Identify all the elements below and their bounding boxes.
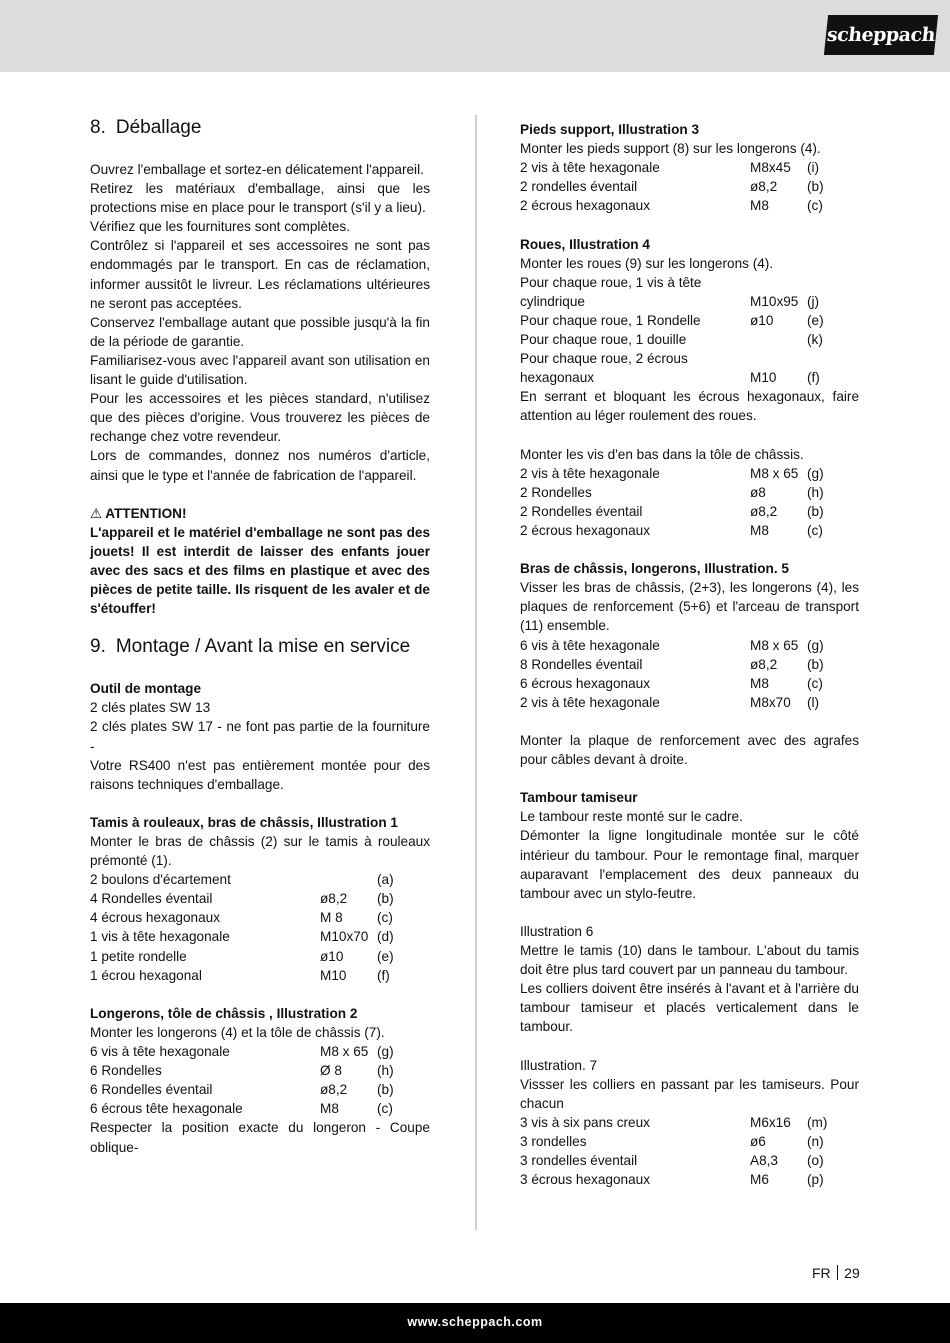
paragraph: Visser les bras de châssis, (2+3), les longerons (4), les plaques de renforcement (5+6) et l'arceau de transport (11) ensemble. bbox=[520, 580, 859, 634]
paragraph: Ouvrez l'emballage et sortez-en délicatement l'appareil. bbox=[90, 162, 424, 177]
paragraph: Monter le bras de châssis (2) sur le tamis à rouleaux prémonté (1). bbox=[90, 834, 430, 869]
part-size: M6x16 bbox=[750, 1114, 791, 1130]
part-size: ø8,2 bbox=[320, 891, 348, 907]
attention-title: ATTENTION! bbox=[105, 505, 187, 521]
part-size: M6 bbox=[750, 1172, 769, 1188]
list-item bbox=[90, 947, 430, 966]
part-description: 6 écrous tête hexagonale bbox=[90, 1101, 243, 1117]
part-ref: (b) bbox=[807, 179, 824, 195]
part-description: 2 Rondelles bbox=[520, 484, 592, 500]
paragraph: Mettre le tamis (10) dans le tambour. L'about du tamis doit être plus tard couvert par un panneau du tambour. bbox=[520, 943, 859, 978]
paragraph: Monter la plaque de renforcement avec des agrafes pour câbles devant à droite. bbox=[520, 733, 859, 768]
header-bar bbox=[0, 0, 950, 72]
list-item bbox=[520, 1113, 859, 1132]
illustration-label: Illustration. 7 bbox=[520, 1057, 598, 1073]
part-size: ø8,2 bbox=[750, 179, 778, 195]
part-ref: (g) bbox=[807, 637, 824, 653]
part-ref: (b) bbox=[807, 656, 824, 672]
part-description: Pour chaque roue, 2 écrous bbox=[520, 351, 688, 367]
part-size: ø10 bbox=[320, 948, 344, 964]
list-item bbox=[520, 311, 859, 330]
part-description: 2 Rondelles éventail bbox=[520, 503, 643, 519]
part-ref: (o) bbox=[807, 1153, 824, 1169]
paragraph: Vissser les colliers en passant par les tamiseurs. Pour chacun bbox=[520, 1076, 859, 1111]
part-size: M8 x 65 bbox=[750, 465, 799, 481]
part-size: ø8,2 bbox=[750, 503, 778, 519]
part-description: 8 Rondelles éventail bbox=[520, 656, 643, 672]
part-ref: (e) bbox=[377, 948, 394, 964]
parts-list bbox=[520, 273, 859, 388]
paragraph: Démonter la ligne longitudinale montée sur le côté intérieur du tambour. Pour le remontage final, marquer auparavant l'emplacement des deux panneaux du tambour avec un stylo-feutre. bbox=[520, 828, 859, 901]
section-title: Déballage bbox=[115, 117, 202, 138]
part-description: 2 écrous hexagonaux bbox=[520, 198, 650, 214]
part-description: 2 vis à tête hexagonale bbox=[520, 160, 660, 176]
part-ref: (f) bbox=[807, 370, 820, 386]
list-item bbox=[520, 158, 859, 177]
paragraph: Familiarisez-vous avec l'appareil avant son utilisation en lisant le guide d'utilisation. bbox=[90, 352, 430, 388]
section-title: Montage / Avant la mise en service bbox=[115, 636, 411, 658]
paragraph: Contrôlez si l'appareil et ses accessoires ne sont pas endommagés par le transport. En cas de réclamation, informer aussitôt le livreur. Les réclamations ultérieures ne seront pas acceptées. bbox=[90, 238, 430, 311]
website-link[interactable]: www.scheppach.com bbox=[407, 1315, 543, 1329]
part-description: 3 rondelles éventail bbox=[520, 1153, 638, 1169]
part-description: 6 écrous hexagonaux bbox=[520, 675, 650, 691]
footer-bar bbox=[0, 1303, 950, 1343]
part-size: M8 x 65 bbox=[750, 637, 799, 653]
part-description: 3 rondelles bbox=[520, 1133, 587, 1149]
part-size: M10x70 bbox=[320, 929, 369, 945]
part-ref: (b) bbox=[377, 891, 394, 907]
paragraph: Pour les accessoires et les pièces standard, n'utilisez que des pièces d'origine. Vous trouverez les pièces de rechange chez votre revendeur. bbox=[90, 391, 430, 445]
subheading: Bras de châssis, longerons, Illustration. 5 bbox=[520, 561, 789, 577]
list-item bbox=[90, 1099, 430, 1118]
page-lang: FR bbox=[812, 1265, 831, 1281]
part-ref: (j) bbox=[807, 293, 820, 309]
part-size bbox=[750, 349, 807, 368]
part-size: ø8,2 bbox=[320, 1082, 348, 1098]
right-column bbox=[520, 120, 859, 1189]
list-item bbox=[520, 674, 859, 693]
list-item bbox=[520, 464, 859, 483]
list-item bbox=[90, 870, 430, 889]
list-item bbox=[90, 927, 430, 946]
part-description: 6 vis à tête hexagonale bbox=[520, 637, 660, 653]
part-description: 3 vis à six pans creux bbox=[520, 1114, 650, 1130]
list-item bbox=[520, 177, 859, 196]
part-ref: (h) bbox=[807, 484, 824, 500]
warning-icon: ⚠ bbox=[90, 505, 103, 521]
list-item bbox=[520, 1170, 859, 1189]
list-item bbox=[520, 693, 859, 712]
part-ref: (n) bbox=[807, 1133, 824, 1149]
paragraph: Vérifiez que les fournitures sont complètes. bbox=[90, 219, 350, 235]
paragraph: Monter les roues (9) sur les longerons (4). bbox=[520, 255, 774, 271]
part-size: M8 bbox=[750, 198, 769, 214]
part-size: M8 bbox=[750, 522, 769, 538]
list-item bbox=[90, 889, 430, 908]
part-size bbox=[750, 273, 807, 292]
part-size: Ø 8 bbox=[320, 1063, 342, 1079]
part-description: 2 vis à tête hexagonale bbox=[520, 465, 660, 481]
part-size bbox=[320, 870, 377, 889]
part-ref: (c) bbox=[807, 198, 823, 214]
part-ref: (l) bbox=[807, 694, 820, 710]
column-divider bbox=[475, 115, 477, 1230]
parts-list bbox=[520, 1113, 859, 1189]
paragraph: Monter les vis d'en bas dans la tôle de châssis. bbox=[520, 446, 804, 462]
page-separator bbox=[837, 1265, 839, 1280]
list-item bbox=[90, 1080, 430, 1099]
section-8-heading bbox=[90, 116, 430, 140]
subheading: Longerons, tôle de châssis , Illustration 2 bbox=[90, 1005, 358, 1021]
list-item bbox=[520, 636, 859, 655]
part-size: M10x95 bbox=[750, 293, 799, 309]
part-ref: (e) bbox=[807, 312, 824, 328]
part-description: 2 rondelles éventail bbox=[520, 179, 638, 195]
part-ref: (a) bbox=[377, 872, 394, 888]
part-description: 1 vis à tête hexagonale bbox=[90, 929, 230, 945]
part-size: M8 bbox=[320, 1101, 339, 1117]
part-size: M10 bbox=[750, 370, 777, 386]
list-item bbox=[520, 655, 859, 674]
parts-list bbox=[520, 636, 859, 712]
list-item bbox=[520, 292, 859, 311]
attention-text: L'appareil et le matériel d'emballage ne sont pas des jouets! Il est interdit de laisser des enfants jouer avec des sacs et des films en plastique et avec des pièces de petite taille. Ils risquent de les avaler et de s'étouffer! bbox=[90, 524, 430, 617]
subheading: Tamis à rouleaux, bras de châssis, Illustration 1 bbox=[90, 814, 398, 830]
illustration-label: Illustration 6 bbox=[520, 923, 594, 939]
paragraph: En serrant et bloquant les écrous hexagonaux, faire attention au léger roulement des roues. bbox=[520, 389, 859, 424]
paragraph: Lors de commandes, donnez nos numéros d'article, ainsi que le type et l'année de fabrication de l'appareil. bbox=[90, 448, 430, 483]
list-item bbox=[90, 1042, 430, 1061]
subheading: Roues, Illustration 4 bbox=[520, 236, 650, 252]
list-item bbox=[90, 908, 430, 927]
part-size: ø6 bbox=[750, 1133, 766, 1149]
list-item bbox=[520, 502, 859, 521]
part-ref: (c) bbox=[807, 675, 823, 691]
list-item bbox=[90, 966, 430, 985]
paragraph: Monter les longerons (4) et la tôle de châssis (7). bbox=[90, 1024, 385, 1040]
parts-list bbox=[90, 870, 430, 985]
subheading: Outil de montage bbox=[90, 681, 202, 697]
list-item bbox=[520, 196, 859, 215]
paragraph: Les colliers doivent être insérés à l'avant et à l'arrière du tambour tamiseur et placés verticalement dans le tambour. bbox=[520, 981, 859, 1035]
parts-list bbox=[90, 1042, 430, 1118]
subheading: Tambour tamiseur bbox=[520, 790, 638, 806]
page-number bbox=[812, 1265, 860, 1281]
paragraph: Conservez l'emballage autant que possible jusqu'à la fin de la période de garantie. bbox=[90, 314, 430, 349]
list-item bbox=[520, 1132, 859, 1151]
paragraph: Monter les pieds support (8) sur les longerons (4). bbox=[520, 141, 821, 157]
list-item bbox=[520, 1151, 859, 1170]
list-item bbox=[520, 349, 859, 368]
section-number: 8. bbox=[90, 117, 106, 138]
part-description: 1 petite rondelle bbox=[90, 948, 187, 964]
paragraph: 2 clés plates SW 17 - ne font pas partie de la fourniture - bbox=[90, 719, 430, 754]
part-description: cylindrique bbox=[520, 293, 585, 309]
part-size: M10 bbox=[320, 967, 347, 983]
list-item bbox=[520, 521, 859, 540]
part-ref: (g) bbox=[377, 1044, 394, 1060]
part-description: Pour chaque roue, 1 Rondelle bbox=[520, 312, 701, 328]
part-size: ø8 bbox=[750, 484, 766, 500]
part-size: M8 bbox=[750, 675, 769, 691]
page-num: 29 bbox=[844, 1265, 860, 1281]
part-description: 6 Rondelles éventail bbox=[90, 1082, 213, 1098]
part-description: 1 écrou hexagonal bbox=[90, 967, 202, 983]
part-description: 4 écrous hexagonaux bbox=[90, 910, 220, 926]
section-number: 9. bbox=[90, 636, 106, 658]
part-ref: (c) bbox=[377, 910, 393, 926]
part-description: 4 Rondelles éventail bbox=[90, 891, 213, 907]
paragraph: Respecter la position exacte du longeron - Coupe oblique- bbox=[90, 1120, 430, 1155]
part-ref: (f) bbox=[377, 967, 390, 983]
part-size: M8x45 bbox=[750, 160, 791, 176]
section-9-heading bbox=[90, 635, 430, 659]
part-size bbox=[750, 330, 807, 349]
part-ref: (c) bbox=[377, 1101, 393, 1117]
part-description: 2 boulons d'écartement bbox=[90, 872, 231, 888]
part-ref: (k) bbox=[807, 332, 823, 348]
paragraph: 2 clés plates SW 13 bbox=[90, 700, 211, 716]
part-ref: (d) bbox=[377, 929, 394, 945]
brand-logo: scheppach bbox=[824, 15, 938, 55]
subheading: Pieds support, Illustration 3 bbox=[520, 122, 700, 137]
paragraph: Le tambour reste monté sur le cadre. bbox=[520, 809, 743, 825]
part-size: A8,3 bbox=[750, 1153, 778, 1169]
part-description: 6 vis à tête hexagonale bbox=[90, 1044, 230, 1060]
left-column bbox=[90, 116, 430, 1157]
paragraph: Retirez les matériaux d'emballage, ainsi que les protections mise en place pour le transport (s'il y a lieu). bbox=[90, 181, 430, 216]
part-ref: (p) bbox=[807, 1172, 824, 1188]
part-size: M 8 bbox=[320, 910, 343, 926]
part-description: Pour chaque roue, 1 douille bbox=[520, 332, 687, 348]
part-description: 2 écrous hexagonaux bbox=[520, 522, 650, 538]
part-ref: (c) bbox=[807, 522, 823, 538]
part-description: 2 vis à tête hexagonale bbox=[520, 694, 660, 710]
part-size: M8x70 bbox=[750, 694, 791, 710]
attention-heading bbox=[90, 504, 430, 523]
list-item bbox=[90, 1061, 430, 1080]
parts-list bbox=[520, 158, 859, 215]
list-item bbox=[520, 483, 859, 502]
paragraph: Votre RS400 n'est pas entièrement montée pour des raisons techniques d'emballage. bbox=[90, 757, 430, 792]
part-ref: (i) bbox=[807, 160, 820, 176]
part-description: hexagonaux bbox=[520, 370, 595, 386]
part-description: Pour chaque roue, 1 vis à tête bbox=[520, 274, 702, 290]
list-item bbox=[520, 273, 859, 292]
list-item bbox=[520, 330, 859, 349]
part-description: 3 écrous hexagonaux bbox=[520, 1172, 650, 1188]
part-size: ø10 bbox=[750, 312, 774, 328]
parts-list bbox=[520, 464, 859, 540]
part-ref: (h) bbox=[377, 1063, 394, 1079]
list-item bbox=[520, 368, 859, 387]
part-size: ø8,2 bbox=[750, 656, 778, 672]
part-ref: (g) bbox=[807, 465, 824, 481]
part-ref: (b) bbox=[377, 1082, 394, 1098]
part-ref: (m) bbox=[807, 1114, 828, 1130]
part-ref: (b) bbox=[807, 503, 824, 519]
part-size: M8 x 65 bbox=[320, 1044, 369, 1060]
part-description: 6 Rondelles bbox=[90, 1063, 162, 1079]
